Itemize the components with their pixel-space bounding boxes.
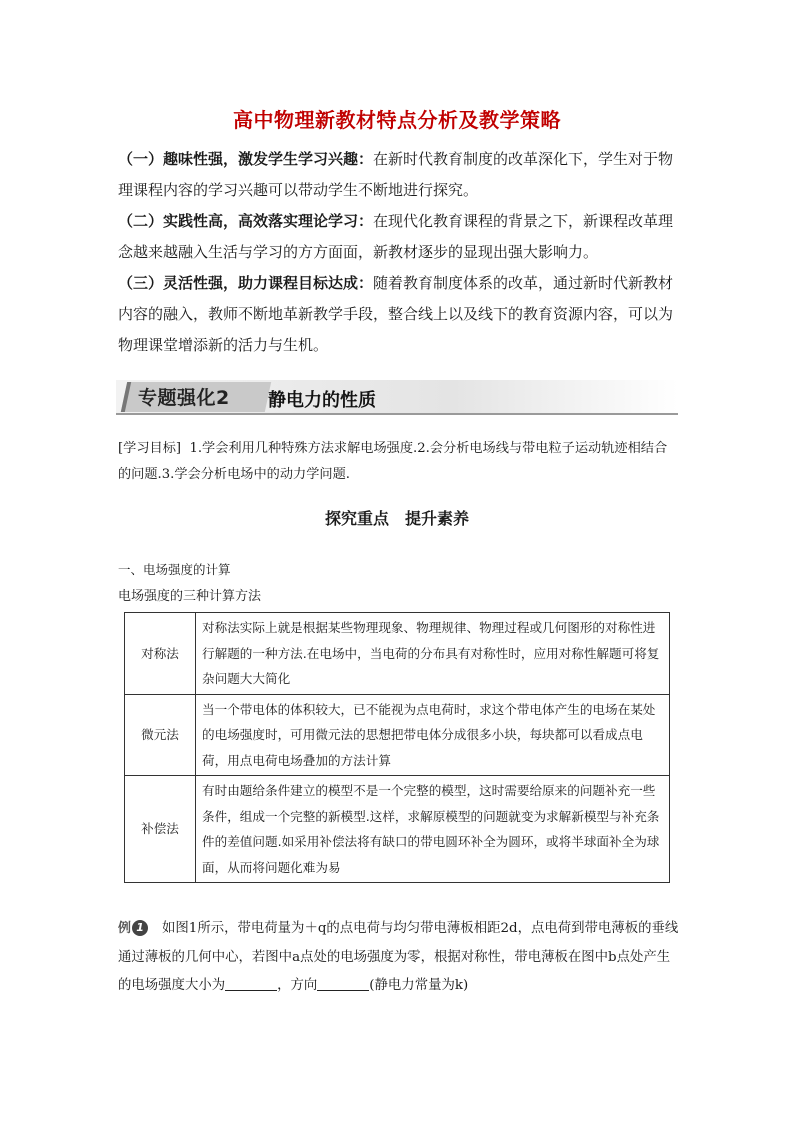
example-text-3: (静电力常量为k) [369, 978, 469, 993]
answer-blank-direction[interactable] [317, 976, 369, 991]
example-problem [118, 915, 680, 1001]
table-row [125, 694, 670, 776]
intro-label-3: （三）灵活性强，助力课程目标达成： [118, 274, 374, 292]
topic-banner [116, 380, 678, 414]
learning-goals [118, 436, 680, 488]
intro-paragraph-3 [118, 268, 678, 361]
intro-paragraph-1 [118, 144, 678, 206]
section-heading-part2: 提升素养 [405, 509, 470, 528]
goals-label: [学习目标] [118, 441, 182, 456]
intro-text-1: 在新时代教育制度的改革深化下，学生对于物理课程内容的学习兴趣可以带动学生不断地进行探究。 [118, 150, 674, 199]
banner-underline [116, 413, 678, 415]
intro-label-2: （二）实践性高，高效落实理论学习： [118, 212, 374, 230]
section-heading [0, 506, 794, 529]
document-title: 高中物理新教材特点分析及教学策略 [233, 108, 561, 132]
example-text-2: ，方向 [277, 978, 318, 993]
method-name: 补偿法 [125, 776, 196, 883]
answer-blank-magnitude[interactable] [225, 976, 277, 991]
example-label: 例 [118, 921, 132, 936]
banner-title: 静电力的性质 [268, 390, 376, 411]
methods-table [124, 612, 670, 883]
intro-text-2: 在现代化教育课程的背景之下，新课程改革理念越来越融入生活与学习的方方面面，新教材逐步的显现出强大影响力。 [118, 212, 674, 261]
intro-paragraph-2 [118, 206, 678, 268]
intro-text-3: 随着教育制度体系的改革，通过新时代新教材内容的融入，教师不断地革新教学手段，整合线上以及线下的教育资源内容，可以为物理课堂增添新的活力与生机。 [118, 274, 674, 354]
banner-tab-label: 专题强化2 [138, 387, 230, 409]
method-description: 有时由题给条件建立的模型不是一个完整的模型，这时需要给原来的问题补充一些条件，组成一个完整的新模型.这样，求解原模型的问题就变为求解新模型与补充条件的差值问题.如采用补偿法将有缺口的带电圆环补全为圆环，或将半球面补全为球面，从而将问题化难为易 [196, 776, 670, 883]
subheading-1: 一、电场强度的计算 [118, 562, 231, 577]
example-text-1: 如图1所示，带电荷量为＋q的点电荷与均匀带电薄板相距2d，点电荷到带电薄板的垂线通过薄板的几何中心，若图中a点处的电场强度为零，根据对称性，带电薄板在图中b点处产生的电场强度大小为 [118, 921, 679, 993]
example-number-badge: 1 [132, 920, 148, 936]
method-description: 当一个带电体的体积较大，已不能视为点电荷时，求这个带电体产生的电场在某处的电场强度时，可用微元法的思想把带电体分成很多小块，每块都可以看成点电荷，用点电荷电场叠加的方法计算 [196, 694, 670, 776]
goals-text: 1.学会利用几种特殊方法求解电场强度.2.会分析电场线与带电粒子运动轨迹相结合的问题.3.学会分析电场中的动力学问题. [118, 441, 668, 482]
method-name: 对称法 [125, 613, 196, 695]
method-name: 微元法 [125, 694, 196, 776]
subheading-2: 电场强度的三种计算方法 [118, 589, 262, 604]
intro-label-1: （一）趣味性强，激发学生学习兴趣： [118, 150, 374, 168]
section-heading-part1: 探究重点 [324, 509, 389, 528]
table-row [125, 613, 670, 695]
method-description: 对称法实际上就是根据某些物理现象、物理规律、物理过程或几何图形的对称性进行解题的一种方法.在电场中，当电荷的分布具有对称性时，应用对称性解题可将复杂问题大大简化 [196, 613, 670, 695]
table-row [125, 776, 670, 883]
